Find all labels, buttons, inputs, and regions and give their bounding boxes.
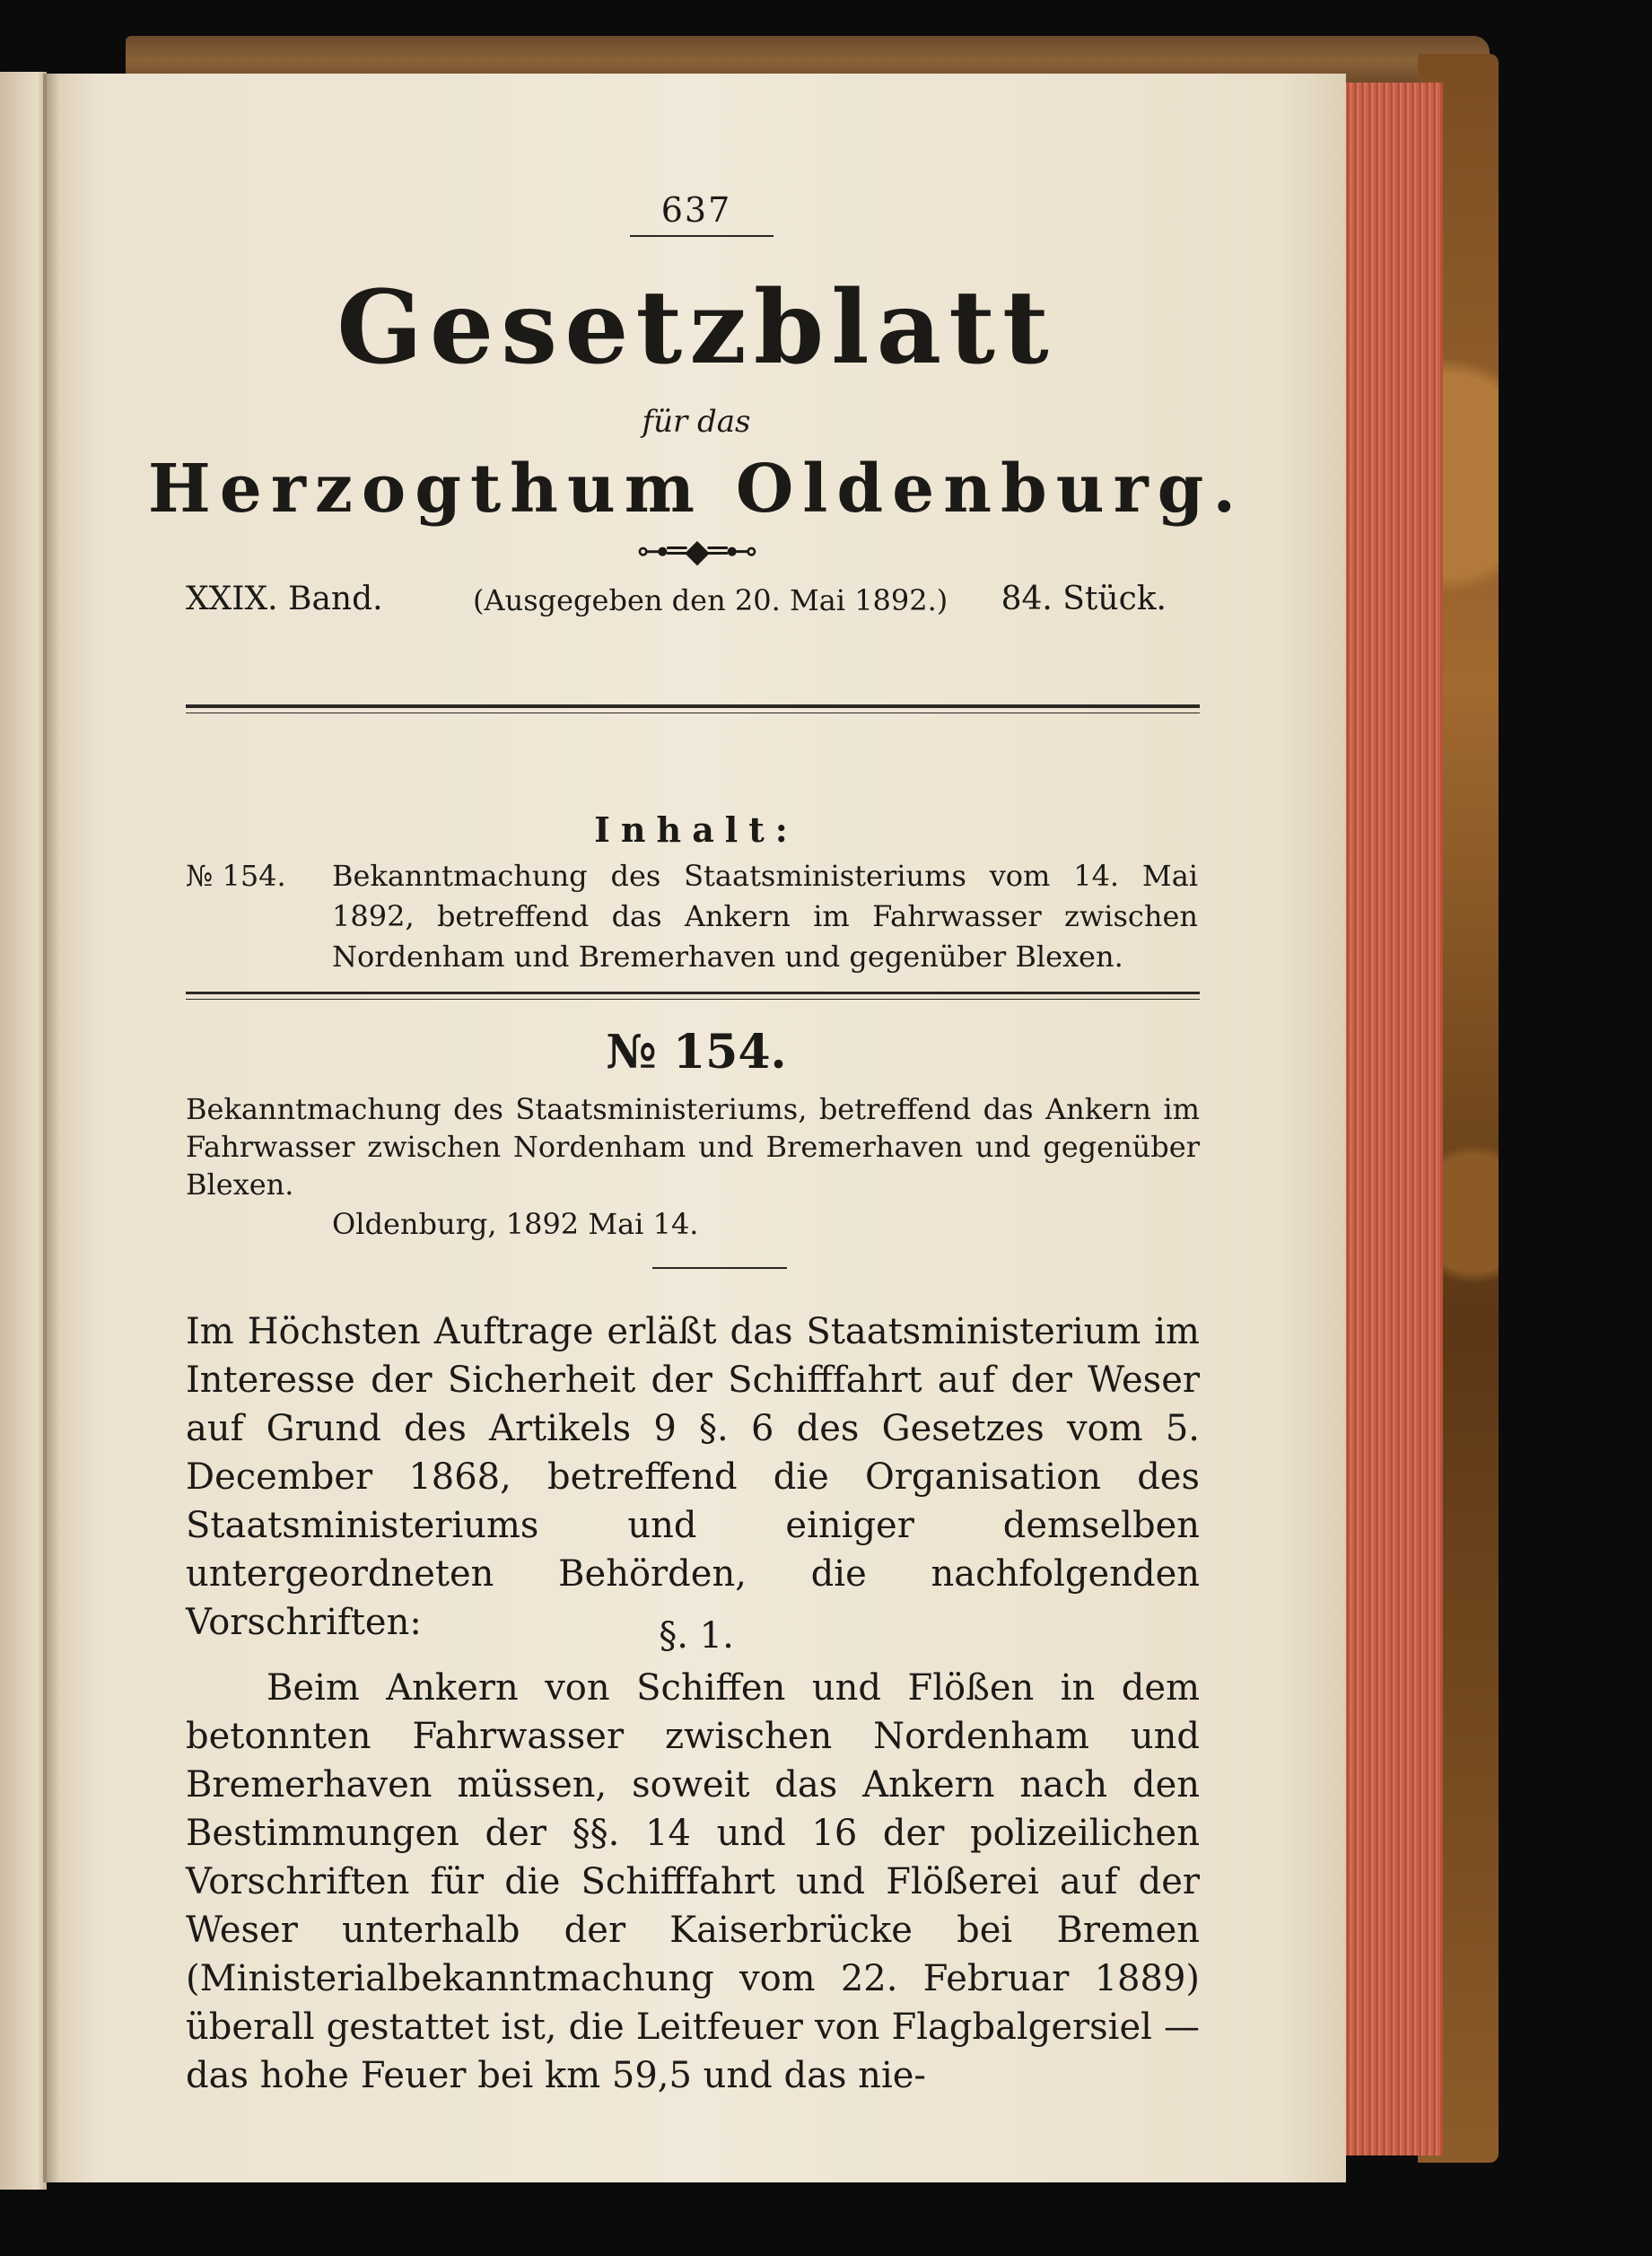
spine-shadow <box>43 74 59 2182</box>
page-edges <box>1342 83 1443 2155</box>
intro-paragraph: Im Höchsten Auftrage erläßt das Staatsministerium im Interesse der Sicherheit der Schifffahrt auf der Weser auf Grund des Artikels 9 §. 6 des Gesetzes vom 5. December 1868, betreffend die Organisation des Staatsministeriums und einiger demselben untergeordneten Behörden, die nachfolgenden Vorschriften: <box>186 1311 1200 1643</box>
gazette-title: Gesetzblatt <box>337 269 1056 387</box>
contents-rule-thin <box>186 999 1200 1000</box>
section-rule <box>652 1267 787 1269</box>
contents-rule-thick <box>186 992 1200 994</box>
page-number-rule <box>630 235 774 237</box>
issue-meta <box>186 581 1167 634</box>
document-page <box>47 74 1346 2182</box>
place-date: Oldenburg, 1892 Mai 14. <box>332 1207 699 1241</box>
contents-entry-text: Bekanntmachung des Staatsministeriums vom 14. Mai 1892, betreffend das Ankern im Fahrwasser zwischen Nordenham und Bremerhaven und gegenüber Blexen. <box>332 859 1198 974</box>
piece-label: 84. Stück. <box>1001 581 1167 617</box>
announcement-title: Bekanntmachung des Staatsministeriums, betreffend das Ankern im Fahrwasser zwischen Nordenham und Bremerhaven und gegenüber Blexen. <box>186 1092 1200 1202</box>
contents-heading: Inhalt: <box>594 809 799 850</box>
contents-entry-number: № 154. <box>186 859 286 893</box>
page-number: 637 <box>660 190 732 230</box>
paragraph-sign: §. 1. <box>659 1615 734 1657</box>
issue-date: (Ausgegeben den 20. Mai 1892.) <box>473 583 948 617</box>
ornament-divider: ⊶═◆═⊷ <box>636 533 756 570</box>
left-page-edge <box>0 72 47 2190</box>
paragraph-1: Beim Ankern von Schiffen und Flößen in dem betonnten Fahrwasser zwischen Nordenham und Bremerhaven müssen, soweit das Ankern nach den Bestimmungen der §§. 14 und 16 der polizeilichen Vorschriften für die Schifffahrt und Flößerei auf der Weser unterhalb der Kaiserbrücke bei Bremen (Ministerialbekanntmachung vom 22. Februar 1889) überall gestattet ist, die Leitfeuer von Flagbalgersiel — das hohe Feuer bei km 59,5 und das nie- <box>186 1667 1200 2096</box>
header-rule-thick <box>186 704 1200 708</box>
volume-label: XXIX. Band. <box>186 581 383 617</box>
state-title: Herzogthum Oldenburg. <box>147 450 1246 528</box>
section-number: № 154. <box>606 1025 787 1080</box>
title-for: für das <box>642 404 751 440</box>
